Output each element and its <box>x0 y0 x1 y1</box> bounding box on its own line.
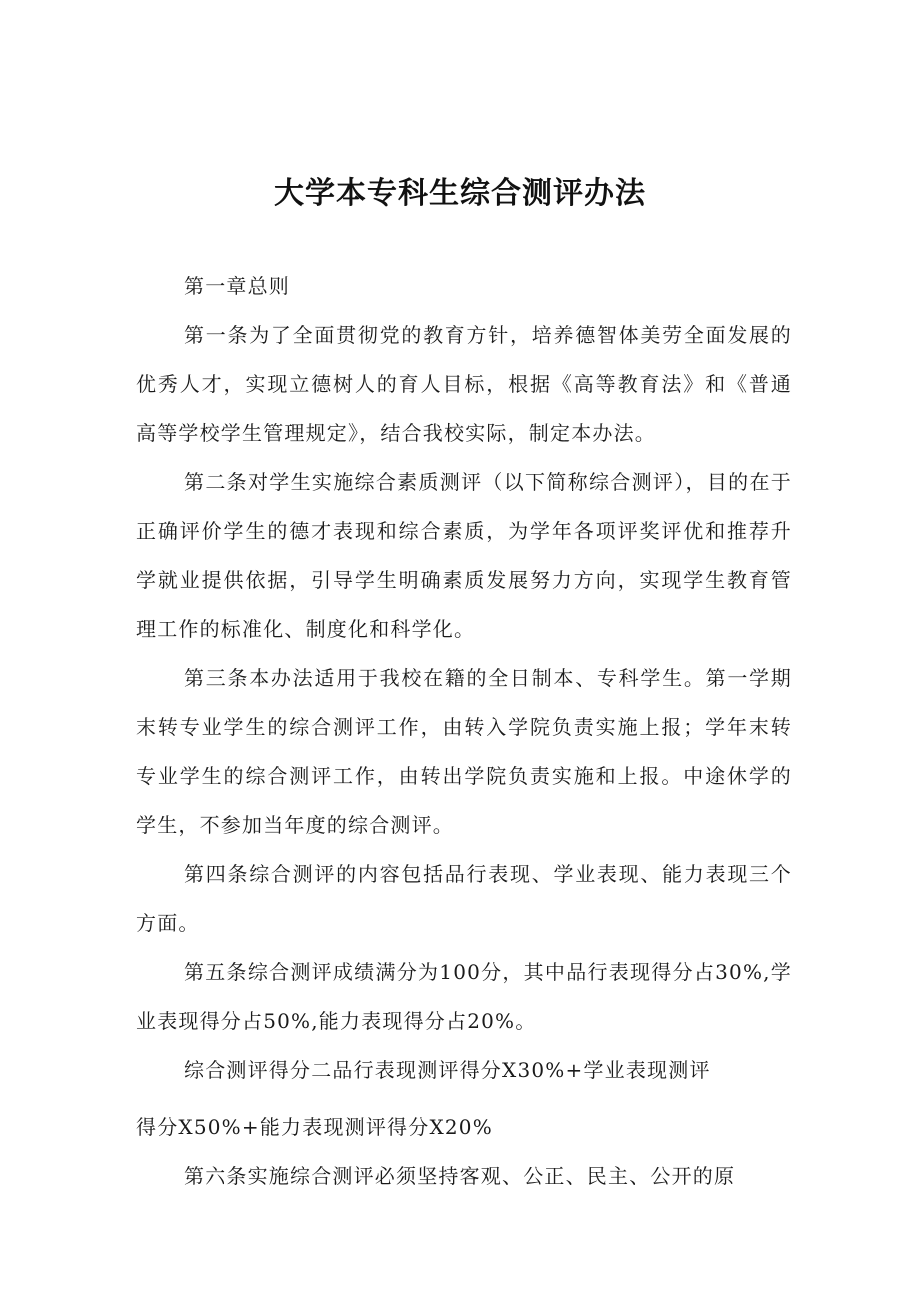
article-2: 第二条对学生实施综合素质测评（以下简称综合测评），目的在于正确评价学生的德才表现和综合素质，为学年各项评奖评优和推荐升学就业提供依据，引导学生明确素质发展努力方向，实现学生教育管理工作的标准化、制度化和科学化。 <box>136 470 792 641</box>
document-body <box>136 262 792 1201</box>
formula-line-2: 得分X50%+能力表现测评得分X20% <box>136 1115 493 1139</box>
article-5: 第五条综合测评成绩满分为100分，其中品行表现得分占30%,学业表现得分占50%,能力表现得分占20%。 <box>136 960 792 1033</box>
article-1: 第一条为了全面贯彻党的教育方针，培养德智体美劳全面发展的优秀人才，实现立德树人的育人目标，根据《高等教育法》和《普通高等学校学生管理规定》，结合我校实际，制定本办法。 <box>136 323 792 445</box>
article-6: 第六条实施综合测评必须坚持客观、公正、民主、公开的原 <box>184 1164 736 1188</box>
article-3: 第三条本办法适用于我校在籍的全日制本、专科学生。第一学期末转专业学生的综合测评工作，由转入学院负责实施上报；学年末转专业学生的综合测评工作，由转出学院负责实施和上报。中途休学的学生，不参加当年度的综合测评。 <box>136 666 792 837</box>
chapter-heading: 第一章总则 <box>184 274 290 298</box>
document-title: 大学本专科生综合测评办法 <box>274 176 646 211</box>
formula-line-1: 综合测评得分二品行表现测评得分X30%+学业表现测评 <box>184 1058 711 1082</box>
article-4: 第四条综合测评的内容包括品行表现、学业表现、能力表现三个方面。 <box>136 862 792 935</box>
